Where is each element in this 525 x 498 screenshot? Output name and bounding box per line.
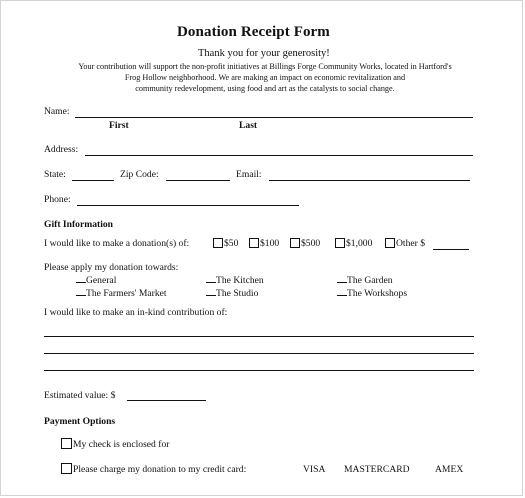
credit-checkbox[interactable] bbox=[61, 463, 72, 474]
name-field[interactable] bbox=[75, 117, 473, 118]
program-studio[interactable] bbox=[206, 287, 258, 299]
program-garden[interactable] bbox=[337, 274, 393, 286]
amount-option-100[interactable] bbox=[249, 238, 279, 249]
check-label: My check is enclosed for bbox=[73, 439, 170, 450]
card-amex[interactable]: AMEX bbox=[435, 464, 464, 475]
intro-line-1: Your contribution will support the non-profit initiatives at Billings Forge Community Works, located in Hartford's bbox=[78, 62, 452, 71]
checkbox-500[interactable] bbox=[290, 238, 300, 248]
card-mastercard[interactable]: MASTERCARD bbox=[344, 464, 410, 475]
program-workshops-label: The Workshops bbox=[347, 288, 408, 299]
phone-field[interactable] bbox=[77, 205, 299, 206]
amount-option-1000[interactable] bbox=[335, 238, 372, 249]
other-amount-field[interactable] bbox=[433, 249, 469, 250]
checkbox-50[interactable] bbox=[213, 238, 223, 248]
program-studio-label: The Studio bbox=[216, 288, 259, 299]
program-kitchen-label: The Kitchen bbox=[216, 275, 264, 286]
checkbox-100[interactable] bbox=[249, 238, 259, 248]
phone-label: Phone: bbox=[44, 194, 71, 205]
program-workshops[interactable] bbox=[337, 287, 407, 299]
intro-line-3: community redevelopment, using food and art as the catalysts to social change. bbox=[135, 84, 395, 93]
apply-label: Please apply my donation towards: bbox=[44, 262, 179, 273]
program-farmers-market-label: The Farmers' Market bbox=[86, 288, 167, 299]
name-label: Name: bbox=[44, 106, 70, 117]
amount-option-500[interactable] bbox=[290, 238, 320, 249]
credit-option[interactable] bbox=[61, 463, 246, 475]
inkind-line-3[interactable] bbox=[44, 370, 474, 371]
amount-50-label: $50 bbox=[224, 238, 239, 249]
amount-500-label: $500 bbox=[301, 238, 321, 249]
address-label: Address: bbox=[44, 144, 79, 155]
last-name-caption: Last bbox=[239, 120, 258, 131]
thanks-text: Thank you for your generosity! bbox=[198, 48, 330, 59]
program-workshops-blank[interactable] bbox=[337, 287, 347, 296]
zip-label: Zip Code: bbox=[120, 169, 159, 180]
inkind-line-1[interactable] bbox=[44, 336, 474, 337]
program-general-label: General bbox=[86, 275, 117, 286]
program-farmers-market-blank[interactable] bbox=[76, 287, 86, 296]
program-studio-blank[interactable] bbox=[206, 287, 216, 296]
program-general-blank[interactable] bbox=[76, 274, 86, 283]
checkbox-other[interactable] bbox=[385, 238, 395, 248]
inkind-line-2[interactable] bbox=[44, 353, 474, 354]
program-kitchen-blank[interactable] bbox=[206, 274, 216, 283]
program-general[interactable] bbox=[76, 274, 116, 286]
state-field[interactable] bbox=[72, 180, 114, 181]
checkbox-1000[interactable] bbox=[335, 238, 345, 248]
amount-option-50[interactable] bbox=[213, 238, 238, 249]
estimated-value-field[interactable] bbox=[127, 400, 206, 401]
program-farmers-market[interactable] bbox=[76, 287, 167, 299]
donation-label: I would like to make a donation(s) of: bbox=[44, 238, 190, 249]
program-kitchen[interactable] bbox=[206, 274, 264, 286]
email-label: Email: bbox=[236, 169, 262, 180]
check-checkbox[interactable] bbox=[61, 438, 72, 449]
inkind-label: I would like to make an in-kind contribution of: bbox=[44, 307, 228, 318]
intro-line-2: Frog Hollow neighborhood. We are making an impact on economic revitalization and bbox=[124, 73, 406, 82]
first-name-caption: First bbox=[109, 120, 129, 131]
email-field[interactable] bbox=[269, 180, 470, 181]
program-garden-blank[interactable] bbox=[337, 274, 347, 283]
address-field[interactable] bbox=[85, 155, 473, 156]
form-title: Donation Receipt Form bbox=[177, 24, 330, 40]
check-option[interactable] bbox=[61, 438, 169, 450]
payment-heading: Payment Options bbox=[44, 416, 116, 427]
amount-option-other[interactable] bbox=[385, 238, 425, 249]
zip-field[interactable] bbox=[166, 180, 230, 181]
amount-other-label: Other $ bbox=[396, 238, 426, 249]
amount-1000-label: $1,000 bbox=[346, 238, 373, 249]
credit-label: Please charge my donation to my credit card: bbox=[73, 464, 247, 475]
state-label: State: bbox=[44, 169, 66, 180]
card-visa[interactable]: VISA bbox=[303, 464, 326, 475]
amount-100-label: $100 bbox=[260, 238, 280, 249]
gift-heading: Gift Information bbox=[44, 219, 114, 230]
program-garden-label: The Garden bbox=[347, 275, 393, 286]
estimated-value-label: Estimated value: $ bbox=[44, 390, 116, 401]
